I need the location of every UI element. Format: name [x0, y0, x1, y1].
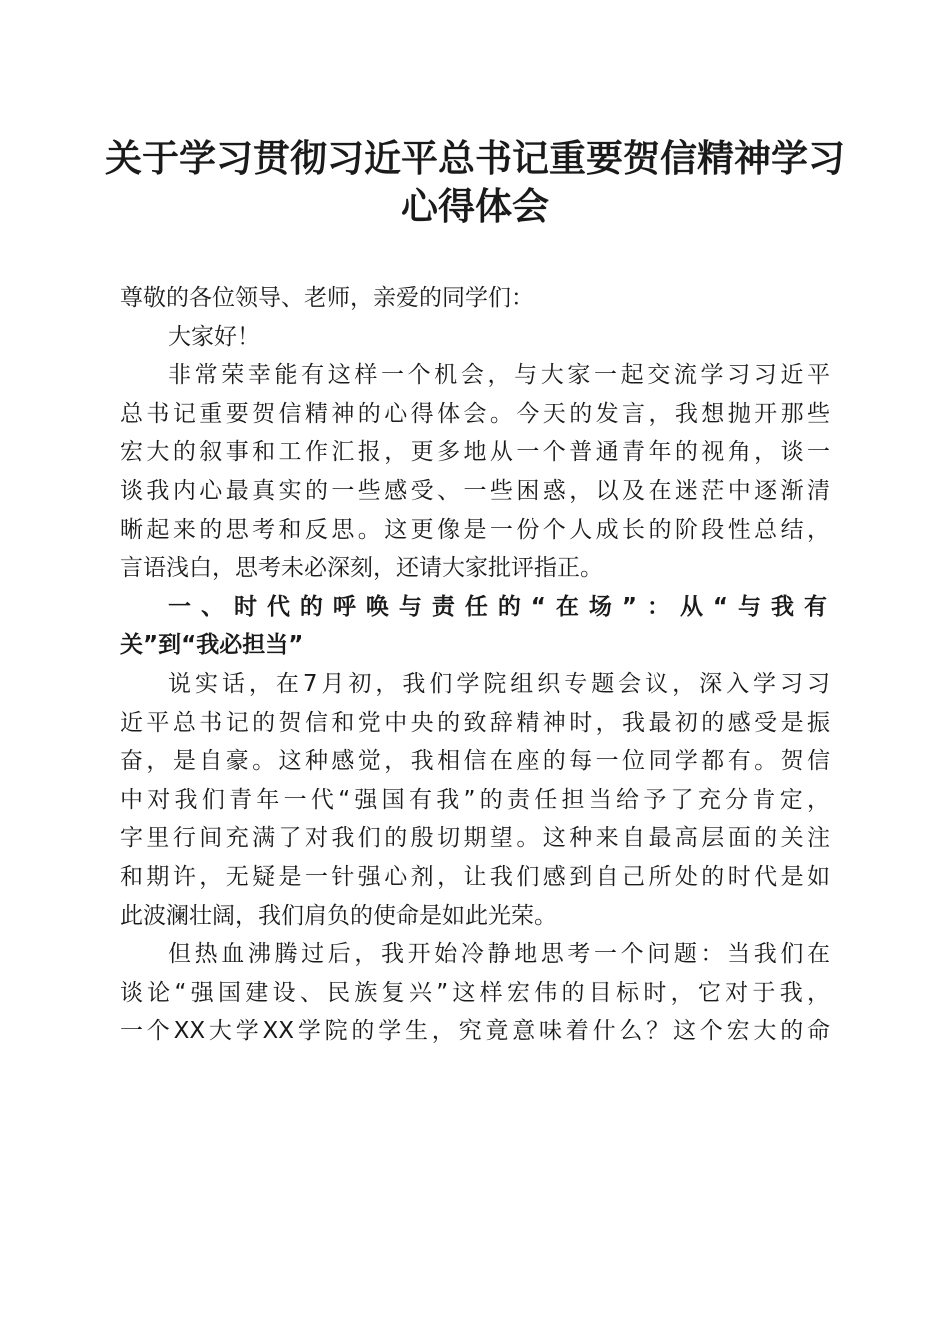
paragraph-line: 中对我们青年一代“强国有我”的责任担当给予了充分肯定， [120, 786, 830, 813]
title-line-1: 关于学习贯彻习近平总书记重要贺信精神学习 [105, 136, 845, 180]
paragraph-section1-a [120, 665, 830, 935]
title-line-2: 心得体会 [401, 184, 549, 228]
paragraph-line: 此波澜壮阔，我们肩负的使命是如此光荣。 [120, 902, 557, 929]
heading-line: 一、时代的呼唤与责任的“在场”：从“与我有 [168, 593, 830, 620]
paragraph-line: 言语浅白，思考未必深刻，还请大家批评指正。 [120, 555, 603, 582]
document-body [120, 279, 830, 1051]
greeting-text: 大家好！ [168, 323, 260, 350]
paragraph-intro [120, 356, 830, 588]
paragraph-line: 和期许，无疑是一针强心剂，让我们感到自己所处的时代是如 [120, 863, 830, 890]
paragraph-line: 近平总书记的贺信和党中央的致辞精神时，我最初的感受是振 [120, 709, 830, 736]
greeting [120, 318, 830, 357]
section-heading-1 [120, 588, 830, 665]
paragraph-line: 宏大的叙事和工作汇报，更多地从一个普通青年的视角，谈一 [120, 439, 830, 466]
paragraph-section1-b [120, 935, 830, 1051]
paragraph-line: 但热血沸腾过后，我开始冷静地思考一个问题：当我们在 [168, 941, 830, 968]
paragraph-line: 总书记重要贺信精神的心得体会。今天的发言，我想抛开那些 [120, 400, 830, 427]
heading-line: 关”到“我必担当” [120, 632, 304, 659]
salutation-text: 尊敬的各位领导、老师，亲爱的同学们： [120, 285, 534, 311]
paragraph-line: 一个XX大学XX学院的学生，究竟意味着什么？这个宏大的命 [120, 1018, 830, 1045]
paragraph-line: 非常荣幸能有这样一个机会，与大家一起交流学习习近平 [168, 362, 830, 389]
paragraph-line: 谈我内心最真实的一些感受、一些困惑，以及在迷茫中逐渐清 [120, 477, 830, 504]
paragraph-line: 说实话，在7月初，我们学院组织专题会议，深入学习习 [168, 670, 830, 697]
paragraph-line: 晰起来的思考和反思。这更像是一份个人成长的阶段性总结， [120, 516, 830, 543]
salutation [120, 279, 830, 318]
document-title [100, 134, 850, 230]
paragraph-line: 奋，是自豪。这种感觉，我相信在座的每一位同学都有。贺信 [120, 748, 830, 775]
paragraph-line: 字里行间充满了对我们的殷切期望。这种来自最高层面的关注 [120, 825, 830, 852]
paragraph-line: 谈论“强国建设、民族复兴”这样宏伟的目标时，它对于我， [120, 979, 830, 1006]
